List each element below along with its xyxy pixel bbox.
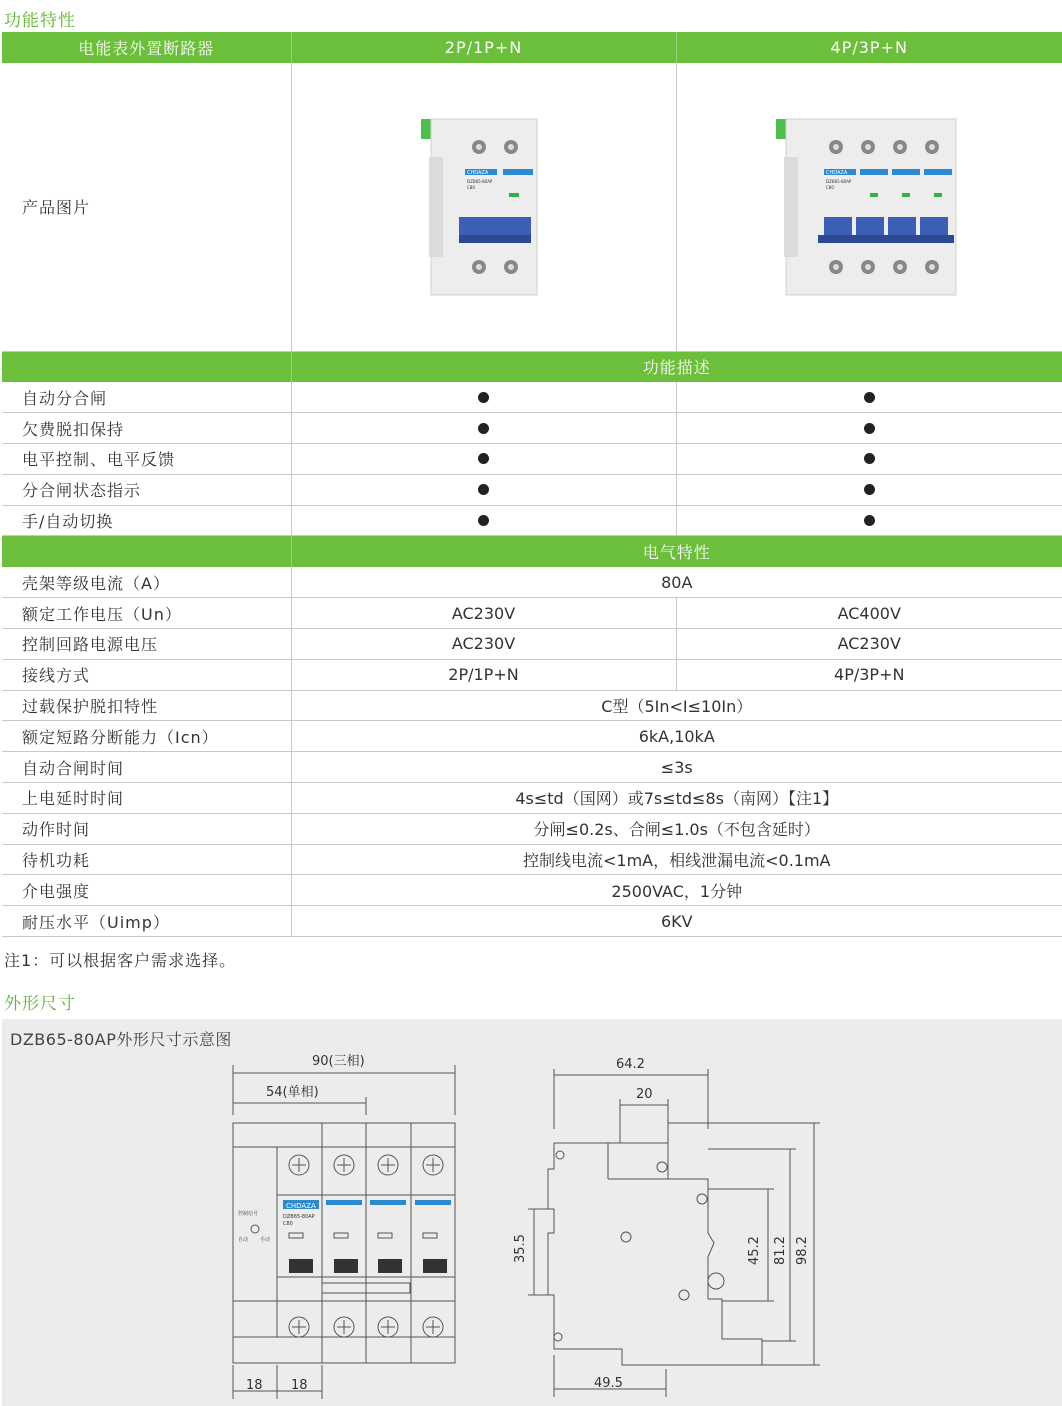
supported-dot-icon [864,453,875,464]
supported-dot-icon [864,423,875,434]
row-label: 额定工作电压（Un） [2,598,291,629]
electrical-header-row [2,536,1062,567]
drawing-model: DZB65-80AP [283,1214,315,1220]
row-value: 6kA,10kA [291,721,1062,752]
dim-35-5: 35.5 [513,1234,528,1263]
row-label: 接线方式 [2,659,291,690]
dim-54: 54(单相) [266,1085,319,1100]
dim-90: 90(三相) [312,1054,365,1069]
product-image-4p-cell [676,63,1062,351]
row-label: 电平控制、电平反馈 [2,444,291,475]
drawing-title: DZB65-80AP外形尺寸示意图 [10,1030,232,1049]
product-image-2p-cell [291,63,676,351]
electrical-row [2,752,1062,783]
electrical-row [2,721,1062,752]
rating-2p: C80 [466,184,475,190]
row-label: 控制回路电源电压 [2,629,291,660]
header-cell: 2P/1P+N [291,32,676,63]
electrical-row [2,598,1062,629]
row-label: 上电延时时间 [2,783,291,814]
row-label: 额定短路分断能力（Icn） [2,721,291,752]
dim-81-2: 81.2 [773,1236,788,1265]
supported-dot-icon [478,423,489,434]
row-value: ≤3s [291,752,1062,783]
electrical-row [2,567,1062,598]
row-label: 手/自动切换 [2,505,291,536]
electrical-row [2,844,1062,875]
supported-dot-icon [478,484,489,495]
drawing-brand: CHDAZA [286,1202,316,1210]
breaker-4p-image [774,117,964,297]
row-label: 分合闸状态指示 [2,474,291,505]
function-header-row [2,351,1062,382]
supported-dot-icon [478,453,489,464]
product-image-label: 产品图片 [2,63,291,351]
header-cell: 4P/3P+N [676,32,1062,63]
table-header-row [2,32,1062,63]
breaker-2p-image [419,117,549,297]
row-value: 4s≤td（国网）或7s≤td≤8s（南网）【注1】 [291,783,1062,814]
supported-dot-icon [478,392,489,403]
function-row [2,444,1062,475]
row-value: 4P/3P+N [676,659,1062,690]
row-value: 2500VAC，1分钟 [291,875,1062,906]
features-section-title: 功能特性 [4,11,76,31]
row-label: 欠费脱扣保持 [2,413,291,444]
function-header: 功能描述 [291,351,1062,382]
dim-64-2: 64.2 [616,1057,645,1072]
row-value: AC230V [291,629,676,660]
row-label: 动作时间 [2,813,291,844]
function-row [2,474,1062,505]
supported-dot-icon [478,515,489,526]
header-cell: 电能表外置断路器 [2,32,291,63]
dimensions-section-title: 外形尺寸 [4,994,76,1014]
supported-dot-icon [864,484,875,495]
auto-label: 自动 [238,1237,249,1243]
row-label: 待机功耗 [2,844,291,875]
manual-label: 手动 [260,1237,271,1243]
brand-4p: CHDAZA [826,169,848,176]
electrical-row [2,875,1062,906]
row-value: C型（5In<I≤10In） [291,690,1062,721]
dim-45-2: 45.2 [747,1236,762,1265]
row-value: AC230V [291,598,676,629]
row-value: AC400V [676,598,1062,629]
product-image-row [2,63,1062,351]
electrical-header: 电气特性 [291,536,1062,567]
electrical-row [2,813,1062,844]
row-value: AC230V [676,629,1062,660]
row-value: 2P/1P+N [291,659,676,690]
supported-dot-icon [864,515,875,526]
model-2p: DZB65-80AP [466,178,492,184]
function-row [2,505,1062,536]
row-label: 过载保护脱扣特性 [2,690,291,721]
drawing-rating: C80 [283,1221,293,1227]
rating-4p: C80 [826,184,835,190]
supported-dot-icon [864,392,875,403]
row-label: 壳架等级电流（A） [2,567,291,598]
electrical-row [2,906,1062,937]
ctrl-signal-label: 控制信号 [238,1211,259,1217]
row-label: 自动合闸时间 [2,752,291,783]
row-value: 80A [291,567,1062,598]
electrical-row [2,629,1062,660]
row-value: 分闸≤0.2s、合闸≤1.0s（不包含延时） [291,813,1062,844]
function-row [2,413,1062,444]
spec-table [2,32,1062,937]
row-label: 介电强度 [2,875,291,906]
row-label: 自动分合闸 [2,382,291,413]
dim-18-left: 18 [246,1378,263,1393]
row-value: 6KV [291,906,1062,937]
row-value: 控制线电流<1mA，相线泄漏电流<0.1mA [291,844,1062,875]
electrical-row [2,783,1062,814]
function-row [2,382,1062,413]
electrical-row [2,690,1062,721]
dimension-drawing [2,1019,1062,1406]
row-label: 耐压水平（Uimp） [2,906,291,937]
dim-98-2: 98.2 [795,1236,810,1265]
brand-2p: CHDAZA [466,169,488,176]
dim-49-5: 49.5 [594,1376,623,1391]
dim-18-right: 18 [291,1378,308,1393]
footnote: 注1：可以根据客户需求选择。 [4,951,237,970]
model-4p: DZB65-80AP [826,178,852,184]
dim-20: 20 [636,1087,653,1102]
electrical-row [2,659,1062,690]
dimension-drawing-panel [2,1019,1062,1406]
